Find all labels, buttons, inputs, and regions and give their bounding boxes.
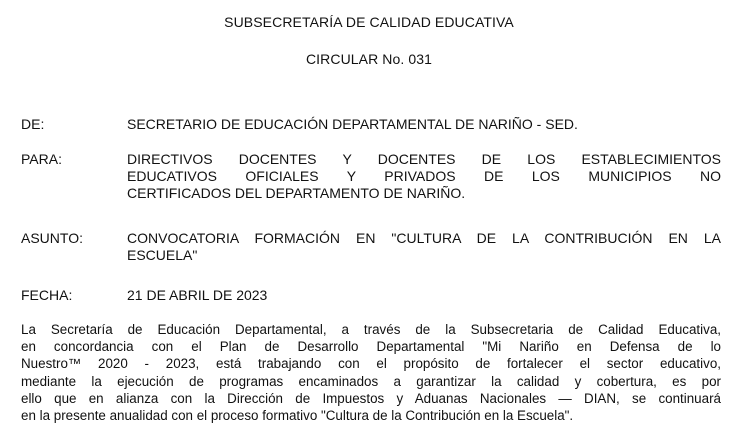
field-para-value (127, 151, 721, 202)
field-de-value: SECRETARIO DE EDUCACIÓN DEPARTAMENTAL DE NARIÑO - SED. (127, 116, 578, 132)
field-fecha-label: FECHA: (21, 287, 73, 303)
para-line: CERTIFICADOS DEL DEPARTAMENTO DE NARIÑO. (127, 185, 466, 201)
field-asunto-label: ASUNTO: (21, 230, 83, 246)
asunto-line: CONVOCATORIA FORMACIÓN EN "CULTURA DE LA CONTRIBUCIÓN EN LA (127, 230, 721, 246)
para-line: EDUCATIVOS OFICIALES Y PRIVADOS DE LOS MUNICIPIOS NO (127, 168, 721, 184)
body-line: mediante la ejecución de programas encaminados a garantizar la calidad y cobertura, es por (21, 373, 721, 389)
field-fecha-value: 21 DE ABRIL DE 2023 (127, 287, 268, 303)
subsecretaria-heading: SUBSECRETARÍA DE CALIDAD EDUCATIVA (224, 14, 514, 30)
body-line: en concordancia con el Plan de Desarrollo Departamental "Mi Nariño en Defensa de lo (21, 339, 721, 355)
field-asunto-value (127, 230, 721, 264)
body-line: Nuestro™ 2020 - 2023, está trabajando con el propósito de fortalecer el sector educativo, (21, 356, 721, 372)
field-de-label: DE: (21, 116, 45, 132)
body-line: en la presente anualidad con el proceso formativo "Cultura de la Contribución en la Escuela". (21, 408, 574, 424)
para-line: DIRECTIVOS DOCENTES Y DOCENTES DE LOS ESTABLECIMIENTOS (127, 151, 721, 167)
circular-number: CIRCULAR No. 031 (305, 51, 433, 67)
body-line: La Secretaría de Educación Departamental, a través de la Subsecretaria de Calidad Educativa, (21, 322, 721, 337)
field-para-label: PARA: (21, 151, 62, 167)
body-paragraph (21, 321, 721, 424)
asunto-line: ESCUELA" (127, 247, 198, 263)
body-line: ello que en alianza con la Dirección de Impuestos y Aduanas Nacionales — DIAN, se continuará (21, 390, 721, 406)
